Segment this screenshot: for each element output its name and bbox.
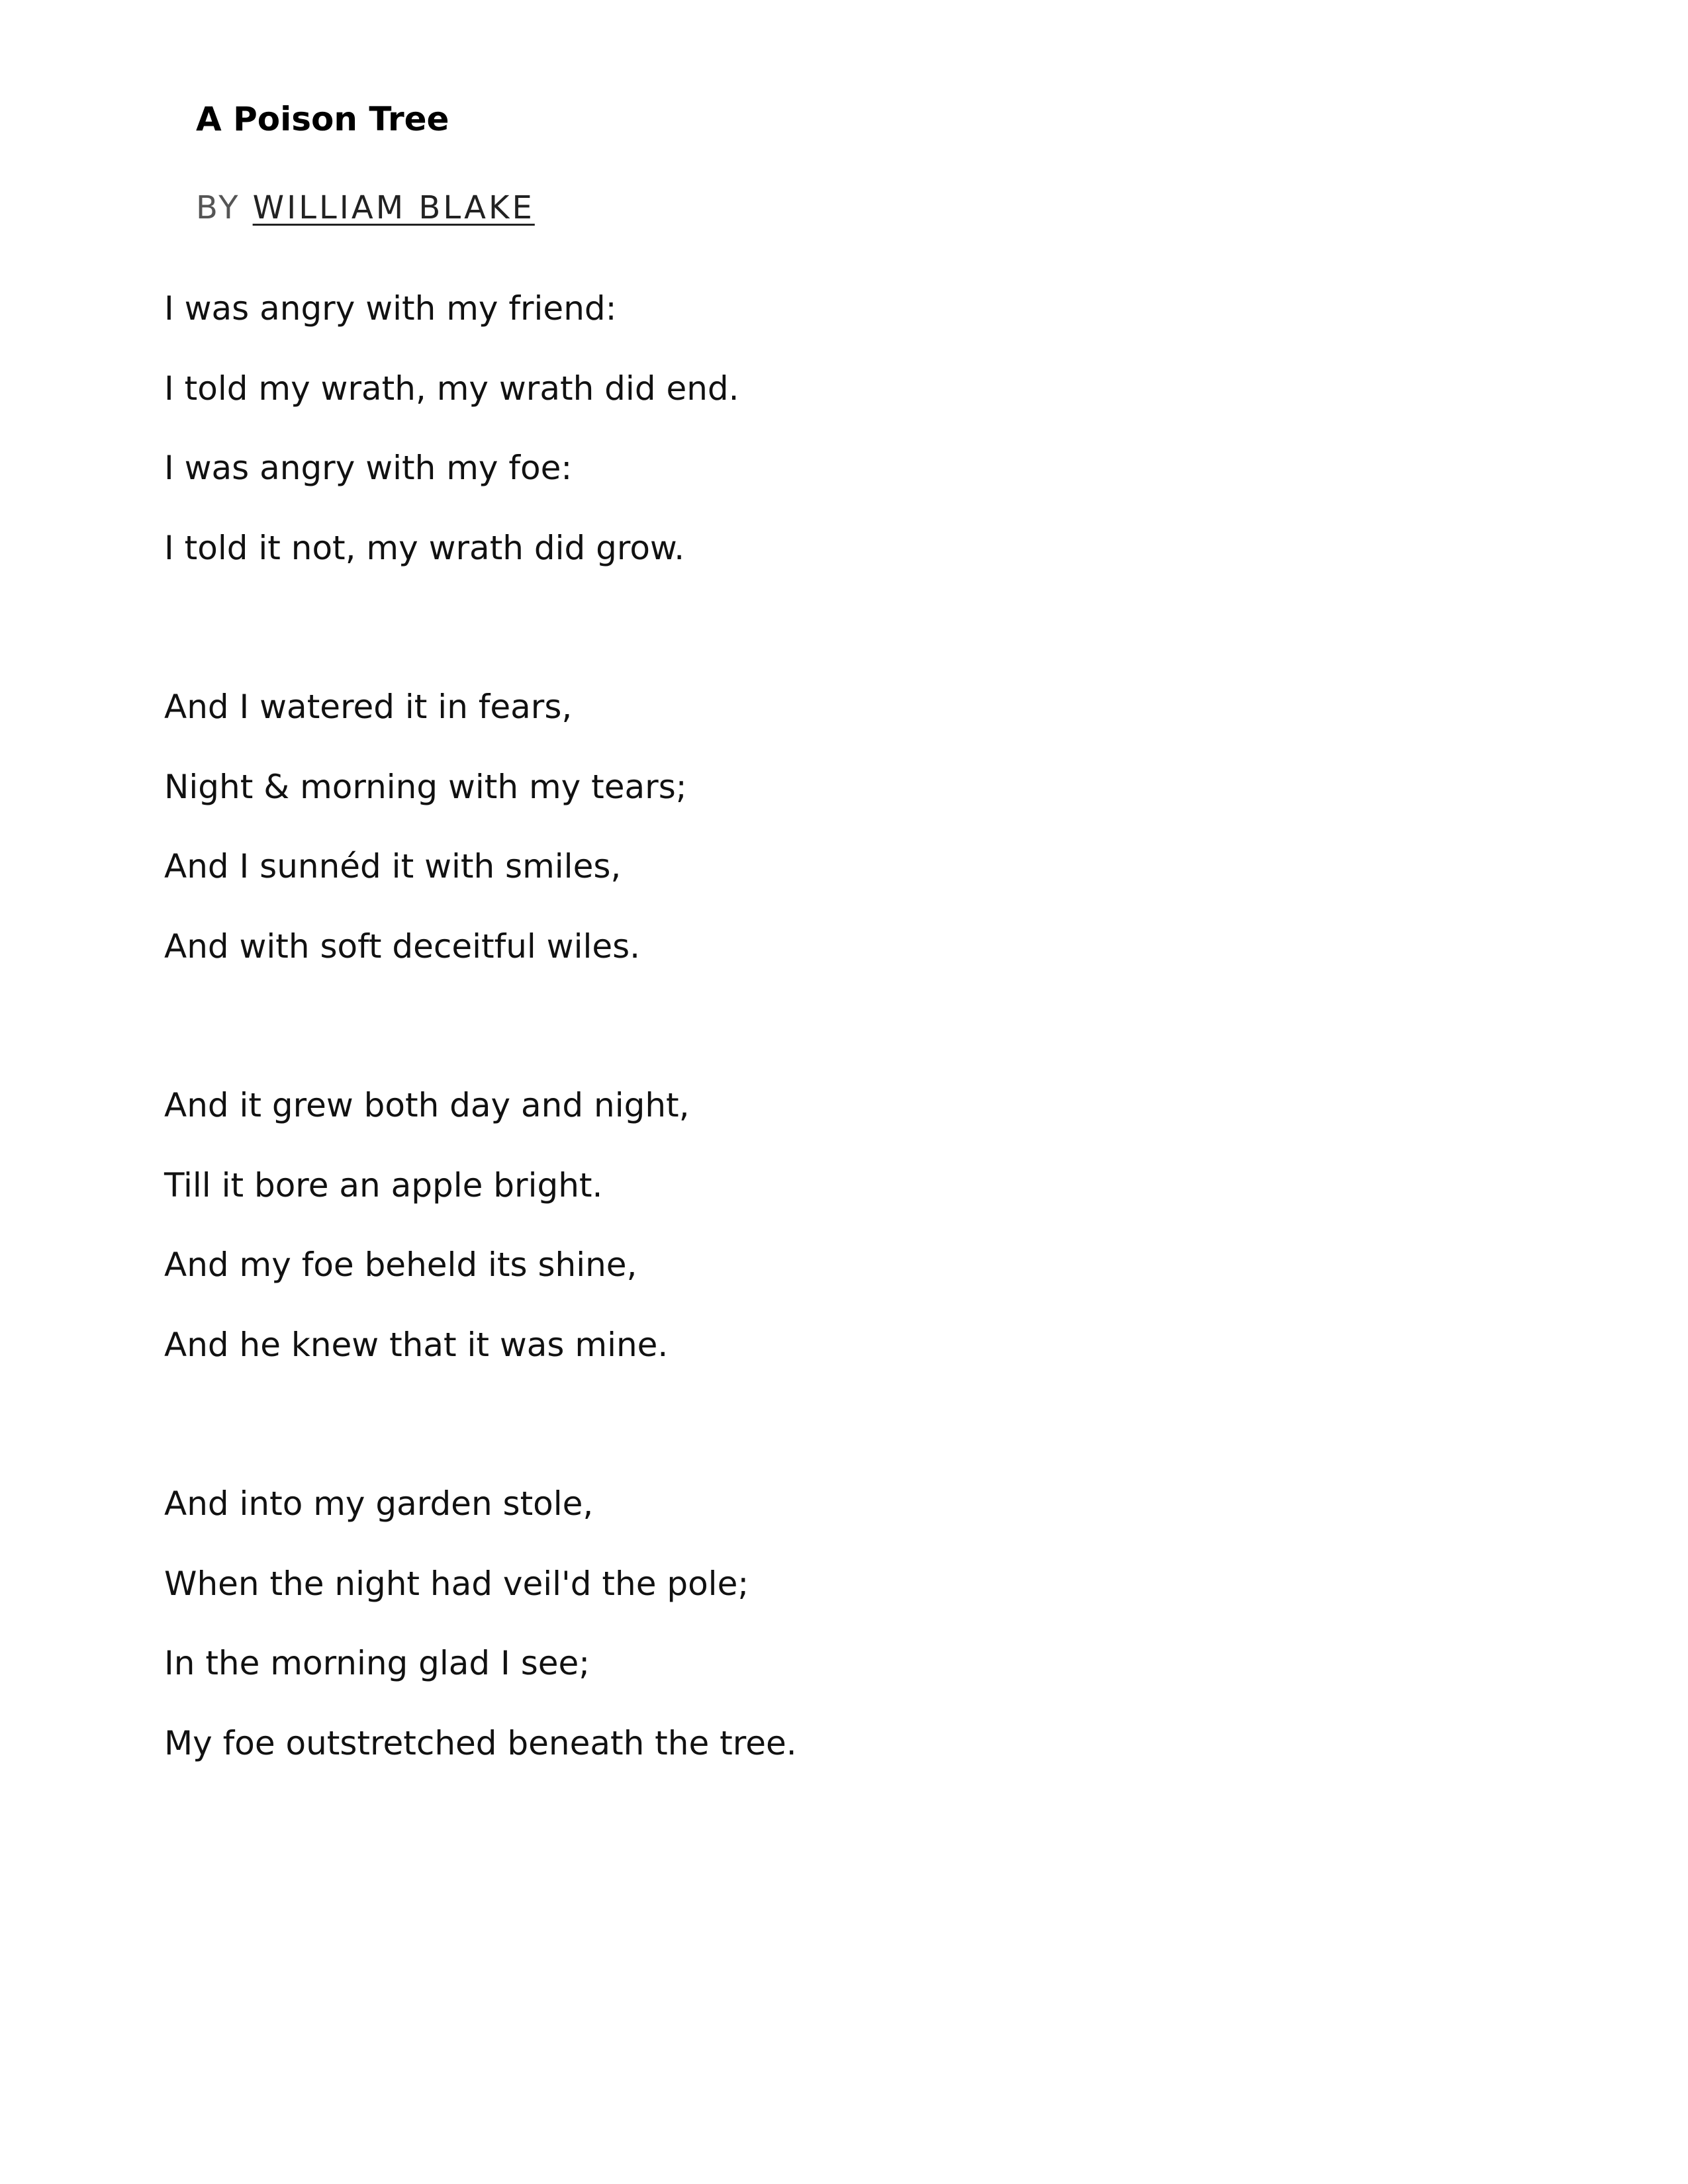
poem-line: My foe outstretched beneath the tree. xyxy=(164,1724,797,1762)
author-link[interactable]: WILLIAM BLAKE xyxy=(252,189,535,226)
poem-line: Night & morning with my tears; xyxy=(164,768,687,806)
poem-line: And with soft deceitful wiles. xyxy=(164,927,641,966)
poem-line: And it grew both day and night, xyxy=(164,1086,690,1124)
byline xyxy=(196,187,535,229)
poem-line: When the night had veil'd the pole; xyxy=(164,1565,749,1603)
poem-line: And I sunnéd it with smiles, xyxy=(164,847,622,886)
poem-line: And he knew that it was mine. xyxy=(164,1326,669,1364)
poem-line: I was angry with my friend: xyxy=(164,289,617,328)
poem-line: Till it bore an apple bright. xyxy=(164,1166,603,1205)
poem-line: In the morning glad I see; xyxy=(164,1644,590,1682)
poem-line: And my foe beheld its shine, xyxy=(164,1246,637,1284)
poem-line: I was angry with my foe: xyxy=(164,449,573,487)
poem-line: I told it not, my wrath did grow. xyxy=(164,529,685,567)
poem-line: And I watered it in fears, xyxy=(164,688,573,726)
poem-line: And into my garden stole, xyxy=(164,1484,594,1523)
byline-prefix: BY xyxy=(196,189,241,226)
poem-title: A Poison Tree xyxy=(196,100,449,138)
poem-line: I told my wrath, my wrath did end. xyxy=(164,369,739,408)
